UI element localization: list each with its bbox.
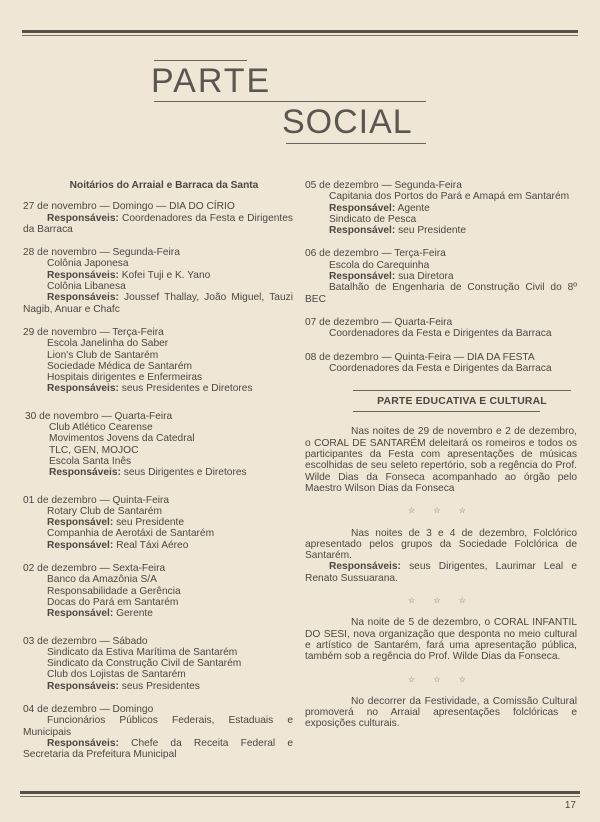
entry-line: Sindicato de Pesca <box>329 213 417 225</box>
bottom-rule <box>20 791 580 794</box>
resp-text: Real Táxi Aéreo <box>113 539 189 551</box>
page-title-word-1: PARTE <box>151 62 272 100</box>
entry-line: Coordenadores da Festa e Dirigentes da Barraca <box>329 362 552 374</box>
entry-line: Escola Santa Inês <box>49 455 132 467</box>
schedule-entry <box>305 352 577 375</box>
entry-responsibles <box>23 738 293 761</box>
paragraph-responsibles <box>305 561 577 584</box>
schedule-entry <box>23 247 293 315</box>
entry-line: Club Atlético Cearense <box>49 422 153 434</box>
paragraph: Nas noites de 3 e 4 de dezembro, Folclórico apresentado pelos grupos da Sociedade Folclórica de Santarém. <box>305 527 577 562</box>
entry-line: Funcionários Públicos Federais, Estaduais e Municipais <box>23 715 293 738</box>
resp-label: Responsáveis: <box>47 737 119 749</box>
paragraph: Nas noites de 29 de novembro e 2 de dezembro, o CORAL DE SANTARÉM deleitará os romeiros e todos os participantes da Festa com apresentações de músicas escolhidas de seu seleto repertório, sob a regência do Prof. Wilde Dias da Fonseca acompanhado ao órgão pelo Maestro Wilson Dias da Fonseca <box>305 426 577 494</box>
entry-line: Escola Janelinha do Saber <box>47 338 169 350</box>
resp-text: Gerente <box>113 608 153 620</box>
resp-text: Agente <box>395 202 430 214</box>
entry-line: Sindicato da Construção Civil de Santarém <box>47 658 242 670</box>
resp-label: Responsável: <box>47 539 114 551</box>
schedule-entry <box>23 704 293 760</box>
section-rule-bottom <box>353 411 540 412</box>
entry-line: Rotary Club de Santarém <box>47 505 162 517</box>
resp-label: Responsáveis: <box>49 467 121 479</box>
entry-line: Responsabilidade a Gerência <box>47 585 181 597</box>
left-column <box>23 180 293 772</box>
section-heading: Noitários do Arraial e Barraca da Santa <box>69 180 259 191</box>
entry-line: Colônia Japonesa <box>47 258 129 270</box>
resp-text: seus Presidentes <box>118 680 200 692</box>
entry-line: Movimentos Jovens da Catedral <box>49 433 195 445</box>
resp-label: Responsáveis: <box>47 269 119 281</box>
entry-line: Companhia de Aerotáxi de Santarém <box>47 528 215 540</box>
section-heading: PARTE EDUCATIVA E CULTURAL <box>377 396 547 408</box>
schedule-entry <box>23 411 293 479</box>
entry-line: Club dos Lojistas de Santarém <box>47 669 186 681</box>
entry-date: 05 de dezembro — Segunda-Feira <box>305 180 462 191</box>
resp-label: Responsáveis: <box>47 680 119 692</box>
entry-responsibles <box>305 203 577 214</box>
entry-responsibles <box>23 292 293 315</box>
resp-text: seu Presidente <box>113 517 185 529</box>
entry-date: 02 de dezembro — Sexta-Feira <box>23 563 166 575</box>
entry-date: 30 de novembro — Quarta-Feira <box>25 410 173 422</box>
resp-text: seus Dirigentes, Laurimar Leal e Renato Sussuarana. <box>305 561 577 584</box>
schedule-entry <box>23 636 293 692</box>
star-separator-icon: ☆ ☆ ☆ <box>408 674 474 684</box>
resp-text: seus Presidentes e Diretores <box>118 383 253 395</box>
paragraph: No decorrer da Festividade, a Comissão Cultural promoverá no Arraial apresentações folclóricas e exposições culturais. <box>305 695 577 730</box>
entry-responsibles <box>23 213 293 236</box>
star-separator-icon: ☆ ☆ ☆ <box>408 596 474 606</box>
entry-responsibles <box>23 540 293 551</box>
entry-line: Capitania dos Portos do Pará e Amapá em Santarém <box>329 191 570 203</box>
entry-date: 01 de dezembro — Quinta-Feira <box>23 494 170 506</box>
section-header-box <box>353 390 571 412</box>
entry-date: 06 de dezembro — Terça-Feira <box>305 248 446 260</box>
resp-text: Kofei Tuji e K. Yano <box>118 269 211 281</box>
entry-line: Escola do Carequinha <box>329 259 430 271</box>
entry-line: Coordenadores da Festa e Dirigentes da Barraca <box>329 328 552 340</box>
resp-text: seu Presidente <box>395 225 467 237</box>
star-separator-icon: ☆ ☆ ☆ <box>408 506 474 516</box>
top-rule-thin <box>22 35 578 36</box>
entry-date: 28 de novembro — Segunda-Feira <box>23 247 180 259</box>
entry-line: Sociedade Médica de Santarém <box>47 360 192 372</box>
entry-line: Docas do Pará em Santarém <box>47 596 179 608</box>
resp-label: Responsável: <box>329 271 396 283</box>
top-rule <box>22 30 578 33</box>
entry-date: 04 de dezembro — Domingo <box>23 703 154 715</box>
title-rule-3 <box>286 143 426 144</box>
page-title-word-2: SOCIAL <box>282 103 413 141</box>
right-column <box>305 180 577 730</box>
entry-line: Lion's Club de Santarém <box>47 349 159 361</box>
bottom-rule-thin <box>20 796 580 797</box>
entry-line: Sindicato da Estiva Marítima de Santarém <box>47 646 238 658</box>
schedule-entry <box>305 317 577 340</box>
entry-date: 03 de dezembro — Sábado <box>23 635 148 647</box>
schedule-entry <box>23 563 293 619</box>
entry-date: 08 de dezembro — Quinta-Feira — DIA DA FESTA <box>305 351 535 363</box>
resp-label: Responsável: <box>329 225 396 237</box>
entry-responsibles <box>23 681 293 692</box>
entry-responsibles <box>305 271 577 282</box>
resp-label: Responsáveis: <box>47 383 119 395</box>
entry-line: Banco da Amazônia S/A <box>47 574 157 586</box>
entry-line: Colônia Libanesa <box>47 281 126 293</box>
entry-responsibles <box>23 383 293 394</box>
resp-label: Responsáveis: <box>329 561 401 573</box>
resp-text: Joussef Thallay, João Miguel, Tauzi Nagib, Anuar e Chafc <box>23 292 293 315</box>
entry-responsibles <box>25 467 293 478</box>
page-number: 17 <box>564 800 576 811</box>
resp-label: Responsáveis: <box>47 292 119 304</box>
entry-line: Hospitais dirigentes e Enfermeiras <box>47 372 203 384</box>
paragraph: Na noite de 5 de dezembro, o CORAL INFANTIL DO SESI, nova organização que desponta no meio cultural e artístico de Santarém, fará uma apresentação pública, também sob a regência do Prof. Wilde Dias da Fonseca. <box>305 617 577 663</box>
entry-date: 07 de dezembro — Quarta-Feira <box>305 316 453 328</box>
resp-text: Coordenadores da Festa e Dirigentes da Barraca <box>23 212 293 235</box>
resp-label: Responsável: <box>329 202 396 214</box>
resp-text: Chefe da Receita Federal e Secretaria da Prefeitura Municipal <box>23 737 293 761</box>
entry-responsibles <box>23 517 293 528</box>
resp-label: Responsável: <box>47 608 114 620</box>
schedule-entry <box>305 248 577 304</box>
entry-responsibles <box>305 225 577 236</box>
entry-date: 27 de novembro — Domingo — DIA DO CÍRIO <box>23 201 235 213</box>
resp-label: Responsável: <box>47 517 114 529</box>
schedule-entry <box>23 327 293 395</box>
entry-line: TLC, GEN, MOJOC <box>49 444 139 456</box>
resp-label: Responsáveis: <box>47 212 119 224</box>
entry-responsibles <box>23 608 293 619</box>
entry-responsibles <box>23 270 293 281</box>
entry-line: Batalhão de Engenharia de Construção Civil do 8º BEC <box>305 282 577 305</box>
entry-date: 29 de novembro — Terça-Feira <box>23 326 164 338</box>
resp-text: sua Diretora <box>395 271 454 283</box>
resp-text: seus Dirigentes e Diretores <box>120 467 247 479</box>
schedule-entry <box>23 201 293 235</box>
schedule-entry <box>23 495 293 551</box>
schedule-entry <box>305 180 577 236</box>
